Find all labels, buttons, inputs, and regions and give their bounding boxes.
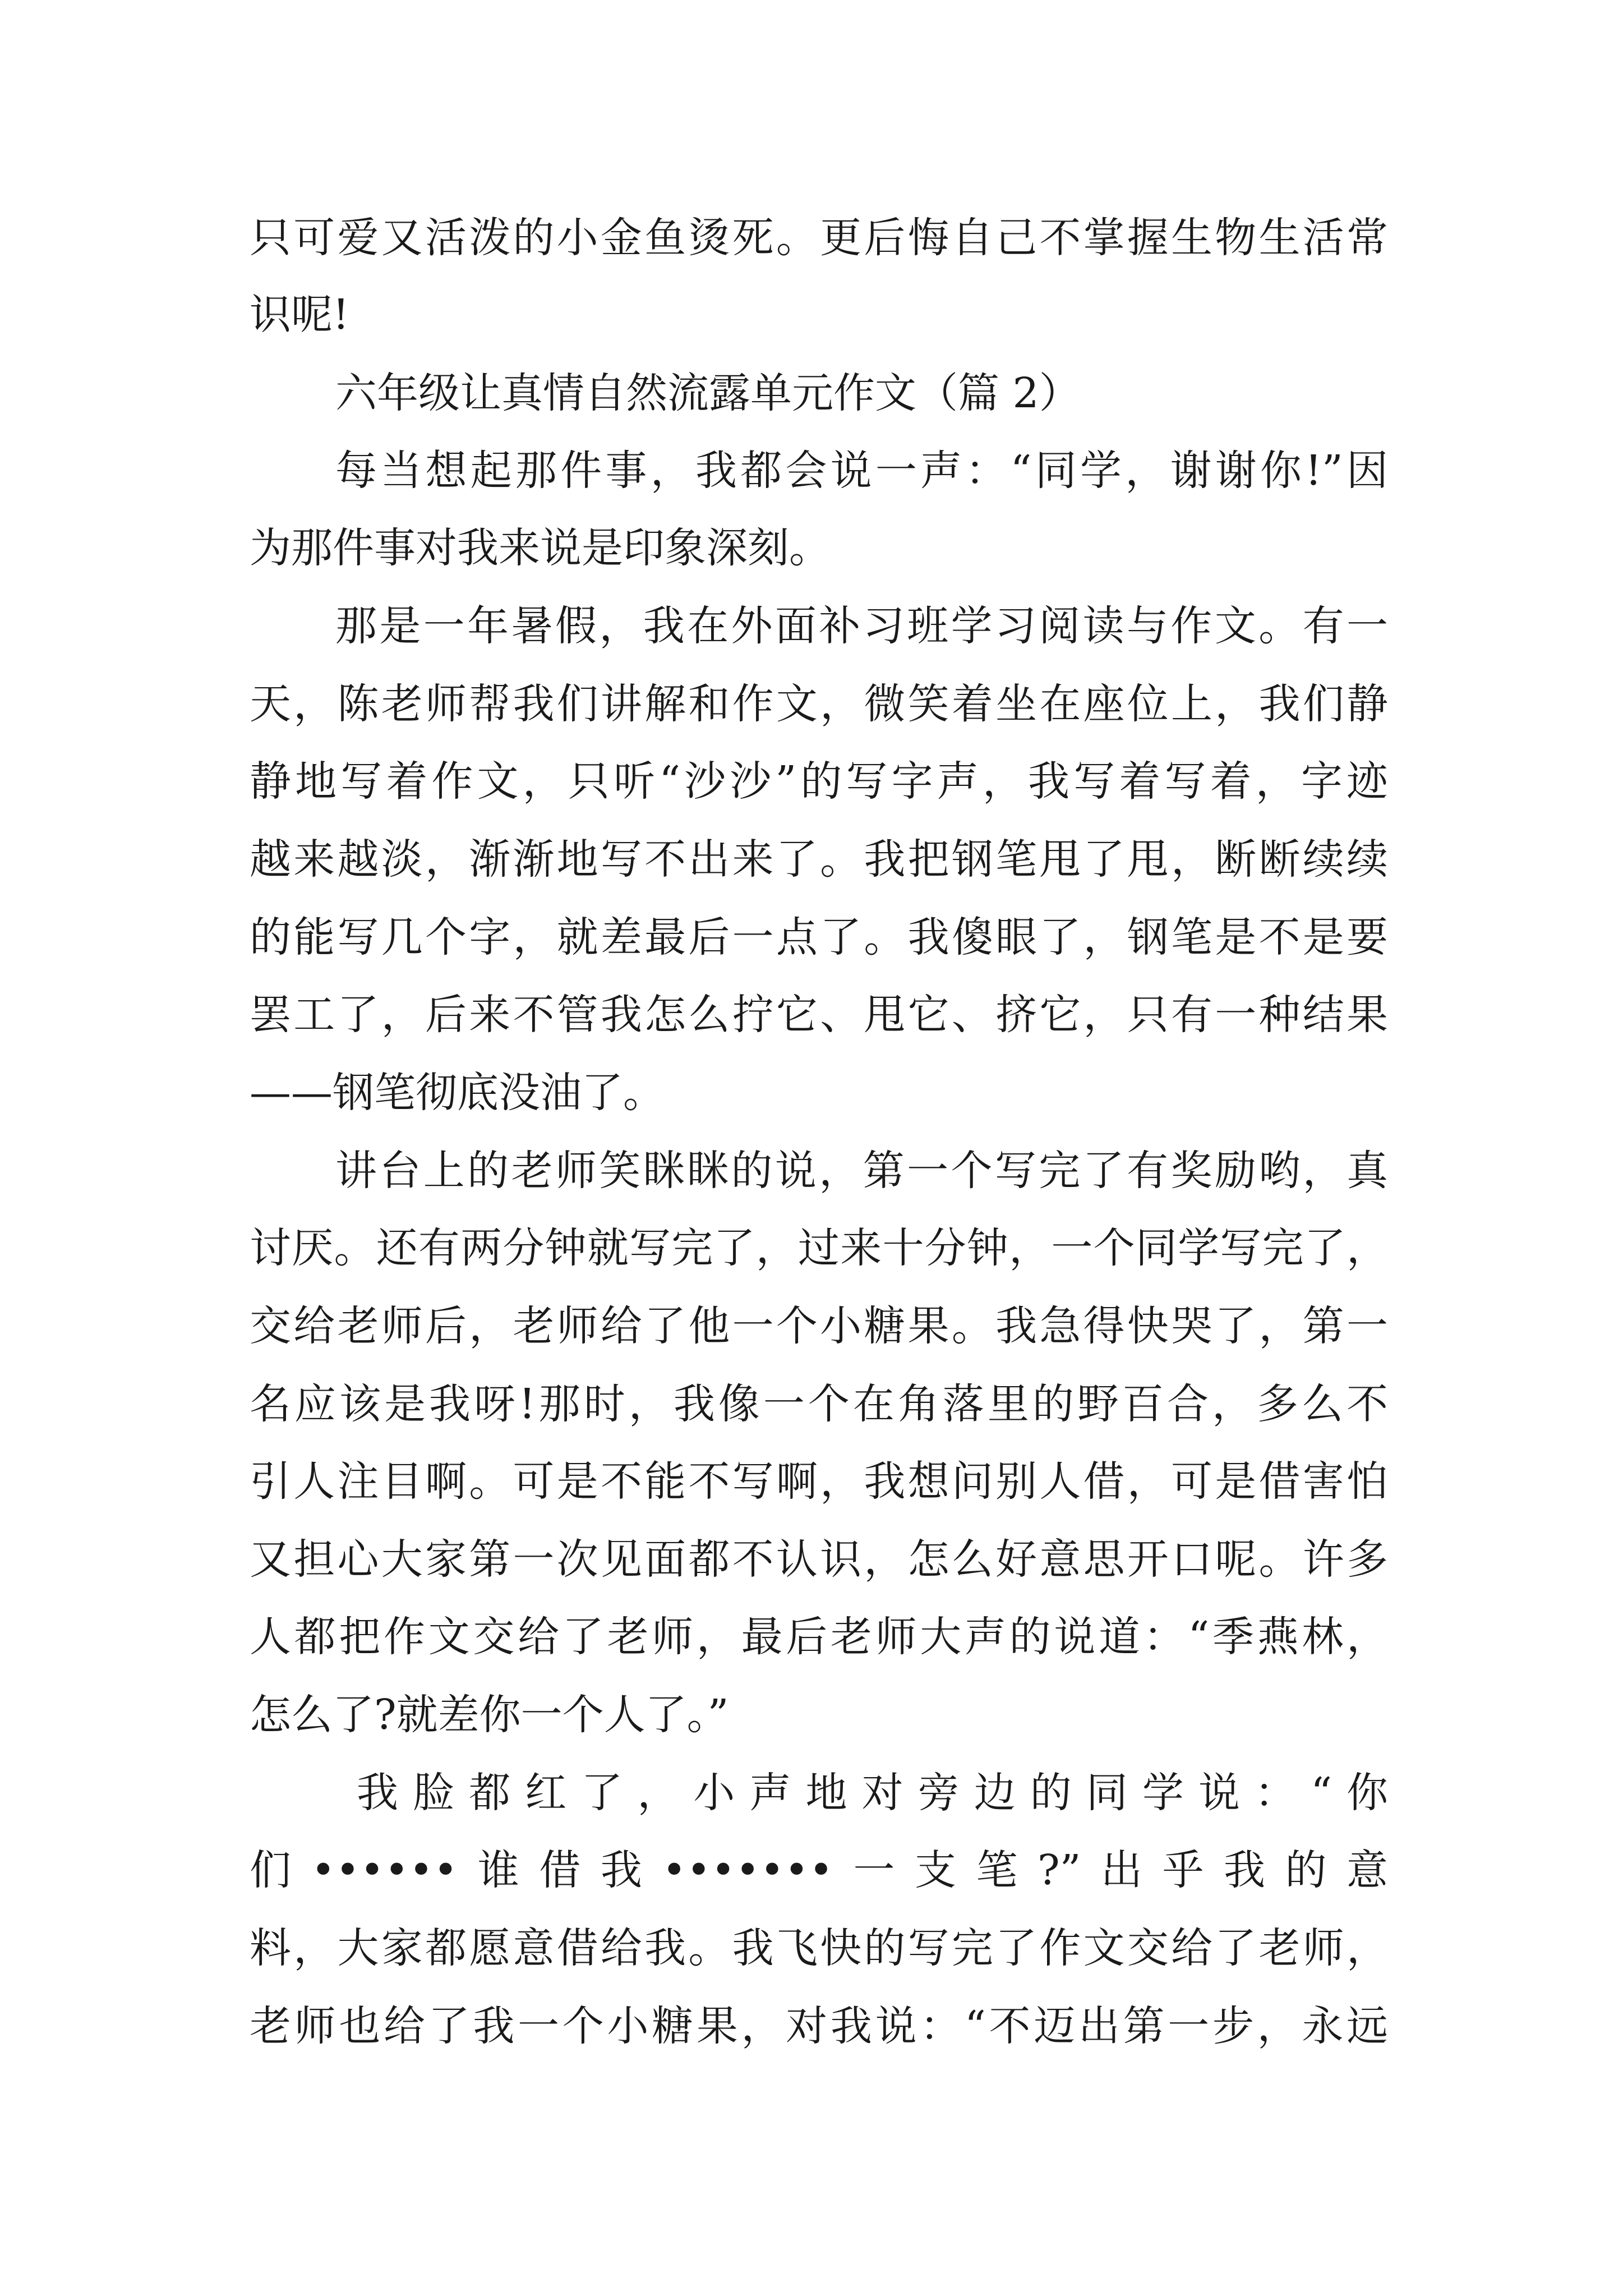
text-line: 交给老师后，老师给了他一个小糖果。我急得快哭了，第一: [250, 1302, 1388, 1350]
text-line: 名应该是我呀!那时，我像一个在角落里的野百合，多么不: [250, 1380, 1388, 1428]
text-line: 为那件事对我来说是印象深刻。: [250, 524, 831, 572]
text-line: 我脸都红了，小声地对旁边的同学说：“你: [357, 1769, 1388, 1817]
text-line: 怎么了?就差你一个人了。”: [250, 1691, 729, 1739]
text-line: 料，大家都愿意借给我。我飞快的写完了作文交给了老师，: [250, 1924, 1388, 1972]
text-line: 们••••••谁借我•••••••一支笔?”出乎我的意: [250, 1846, 1388, 1894]
text-line: 又担心大家第一次见面都不认识，怎么好意思开口呢。许多: [250, 1535, 1388, 1584]
text-line: 讲台上的老师笑眯眯的说，第一个写完了有奖励哟，真: [335, 1147, 1388, 1195]
section-heading: 六年级让真情自然流露单元作文（篇 2）: [335, 369, 1081, 417]
text-line: 人都把作文交给了老师，最后老师大声的说道：“季燕林，: [250, 1613, 1388, 1661]
text-line: 引人注目啊。可是不能不写啊，我想问别人借，可是借害怕: [250, 1457, 1388, 1506]
text-line: 罢工了，后来不管我怎么拧它、甩它、挤它，只有一种结果: [250, 991, 1388, 1039]
text-line: 天，陈老师帮我们讲解和作文，微笑着坐在座位上，我们静: [250, 680, 1388, 728]
text-line: 识呢!: [250, 291, 349, 339]
text-line: 老师也给了我一个小糖果，对我说：“不迈出第一步，永远: [250, 2002, 1388, 2050]
text-line: 的能写几个字，就差最后一点了。我傻眼了，钢笔是不是要: [250, 913, 1388, 961]
text-line: 讨厌。还有两分钟就写完了，过来十分钟，一个同学写完了，: [250, 1224, 1388, 1272]
text-line: 只可爱又活泼的小金鱼烫死。更后悔自己不掌握生物生活常: [250, 214, 1388, 262]
text-line: 静地写着作文，只听“沙沙”的写字声，我写着写着，字迹: [250, 757, 1388, 806]
text-line: 那是一年暑假，我在外面补习班学习阅读与作文。有一: [335, 602, 1388, 650]
text-line: 越来越淡，渐渐地写不出来了。我把钢笔甩了甩，断断续续: [250, 835, 1388, 884]
text-line: ——钢笔彻底没油了。: [250, 1069, 665, 1117]
text-line: 每当想起那件事，我都会说一声：“同学，谢谢你!”因: [335, 447, 1388, 495]
